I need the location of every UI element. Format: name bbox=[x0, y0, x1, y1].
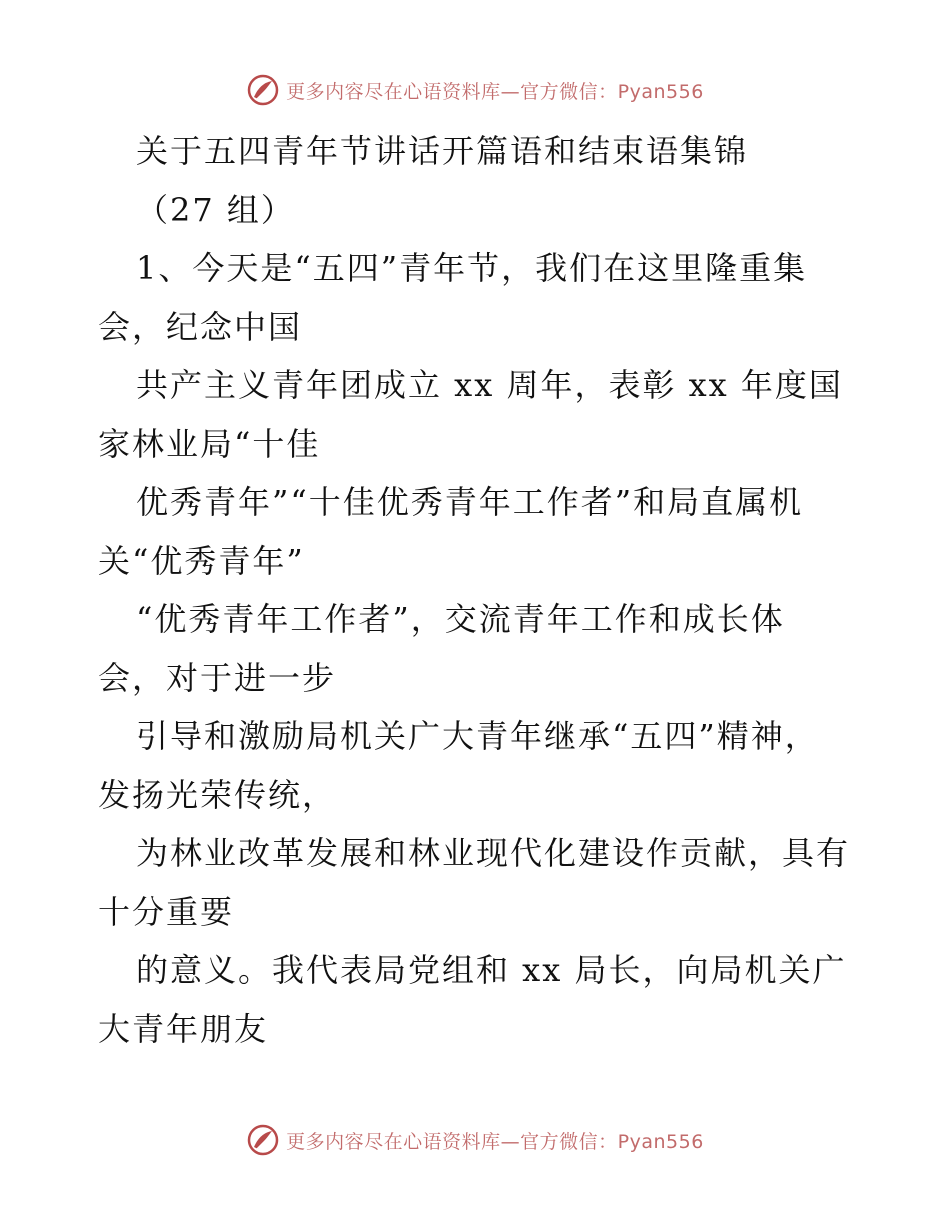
document-title: 关于五四青年节讲话开篇语和结束语集锦 bbox=[136, 132, 749, 170]
body-line: 十分重要 bbox=[98, 892, 235, 931]
footer-banner bbox=[0, 1120, 950, 1160]
header-banner bbox=[0, 70, 950, 110]
pen-logo-icon bbox=[246, 1123, 280, 1157]
body-line: 为林业改革发展和林业现代化建设作贡献，具有 bbox=[136, 834, 851, 872]
banner-text: 更多内容尽在心语资料库—官方微信：Pyan556 bbox=[286, 1130, 704, 1153]
body-line: 大青年朋友 bbox=[98, 1009, 269, 1048]
body-line: 关“优秀青年” bbox=[98, 541, 305, 580]
body-line: “优秀青年工作者”，交流青年工作和成长体 bbox=[136, 600, 785, 638]
body-line: 优秀青年”“十佳优秀青年工作者”和局直属机 bbox=[136, 483, 804, 521]
body-line: 家林业局“十佳 bbox=[98, 424, 321, 463]
banner-text: 更多内容尽在心语资料库—官方微信：Pyan556 bbox=[286, 80, 704, 103]
body-line: 会，对于进一步 bbox=[98, 658, 337, 697]
body-line: 会，纪念中国 bbox=[98, 307, 303, 346]
body-line: 共产主义青年团成立 xx 周年，表彰 xx 年度国 bbox=[136, 366, 843, 404]
body-line: 发扬光荣传统， bbox=[98, 775, 337, 814]
body-line: 的意义。我代表局党组和 xx 局长，向局机关广 bbox=[136, 951, 847, 989]
document-body bbox=[98, 122, 858, 1058]
body-line: 引导和激励局机关广大青年继承“五四”精神， bbox=[136, 717, 819, 755]
document-subtitle: （27 组） bbox=[136, 190, 295, 229]
pen-logo-icon bbox=[246, 73, 280, 107]
body-line: 1、今天是“五四”青年节，我们在这里隆重集 bbox=[136, 249, 808, 287]
